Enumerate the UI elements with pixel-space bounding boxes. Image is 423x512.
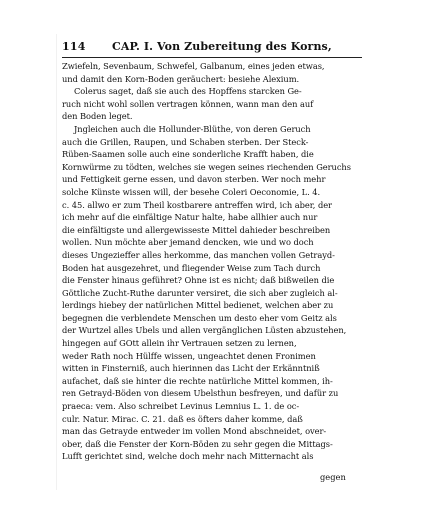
text-line: Zwiefeln, Sevenbaum, Schwefel, Galbanum, eines jeden etwas, — [62, 61, 325, 71]
text-line: den Boden leget. — [62, 111, 133, 122]
text-line: die Fenster hinaus geführet? Ohne ist es nicht; daß bißweilen die — [62, 275, 335, 286]
text-line: ren Getrayd-Böden von diesem Ubelsthun besfreyen, und dafür zu — [62, 388, 339, 399]
text-line: Boden hat ausgezehret, und fliegender Weise zum Tach durch — [62, 262, 321, 273]
text-line: Kornwürme zu tödten, welches sie wegen seines riechenden Geruchs — [62, 161, 351, 172]
text-line: weder Rath noch Hülffe wissen, ungeachtet denen Fronimen — [62, 350, 316, 361]
text-line: wollen. Nun möchte aber jemand dencken, wie und wo doch — [62, 237, 314, 248]
text-line: begegnen die verblendete Menschen um desto eher vom Geitz als — [62, 312, 337, 323]
text-line: solche Künste wissen will, der besehe Coleri Oeconomie, L. 4. — [62, 186, 321, 197]
text-line: Göttliche Zucht-Ruthe darunter versiret, die sich aber zugleich al- — [62, 287, 338, 298]
text-line: und Fettigkeit gerne essen, und davon sterben. Wer noch mehr — [62, 174, 326, 185]
page-number: 114 — [62, 40, 86, 53]
text-line: und damit den Korn-Boden geräuchert: besiehe Alexium. — [62, 73, 300, 84]
text-line: die einfältigste und allergewisseste Mittel dahieder beschreiben — [62, 224, 331, 235]
text-line: witten in Finsterniß, auch hierinnen das Licht der Erkänntniß — [62, 363, 320, 374]
header-rule — [62, 57, 362, 58]
text-line: ober, daß die Fenster der Korn-Böden zu sehr gegen die Mittags- — [62, 438, 333, 449]
catchword: gegen — [320, 472, 346, 482]
text-line: Rüben-Saamen solle auch eine sonderliche Krafft haben, die — [62, 149, 314, 160]
page-header — [62, 40, 362, 58]
text-line: ich mehr auf die einfältige Natur halte, habe allhier auch nur — [62, 212, 318, 223]
running-head: CAP. I. Von Zubereitung des Korns, — [112, 40, 332, 53]
body-text — [62, 60, 362, 463]
text-line: man das Getrayde entweder im vollen Mond abschneidet, over- — [62, 426, 327, 437]
text-line: culr. Natur. Mirac. C. 21. daß es öfters daher komme, daß — [62, 413, 303, 424]
text-line: Jngleichen auch die Hollunder-Blüthe, von deren Geruch — [74, 123, 311, 134]
text-line: auch die Grillen, Raupen, und Schaben sterben. Der Steck- — [62, 136, 309, 147]
text-line: der Wurtzel alles Ubels und allen vergänglichen Lüsten abzustehen, — [62, 325, 347, 336]
text-line: hingegen auf GOtt allein ihr Vertrauen setzen zu lernen, — [62, 338, 297, 349]
text-line: c. 45. allwo er zum Theil kostbarere antreffen wird, ich aber, der — [62, 199, 332, 210]
text-line: dieses Ungezieffer alles herkomme, das manchen vollen Getrayd- — [62, 249, 335, 260]
text-line: lerdings hiebey der natürlichen Mittel bedienet, welchen aber zu — [62, 300, 334, 311]
text-line: ruch nicht wohl sollen vertragen können, wann man den auf — [62, 98, 314, 109]
text-line: aufachet, daß sie hinter die rechte natürliche Mittel kommen, ih- — [62, 375, 333, 386]
text-line: praeca: vem. Also schreibet Levinus Lemnius L. 1. de oc- — [62, 401, 300, 412]
text-line: Lufft gerichtet sind, welche doch mehr nach Mitternacht als — [62, 451, 314, 462]
text-line: Colerus saget, daß sie auch des Hopffens starcken Ge- — [74, 86, 302, 97]
